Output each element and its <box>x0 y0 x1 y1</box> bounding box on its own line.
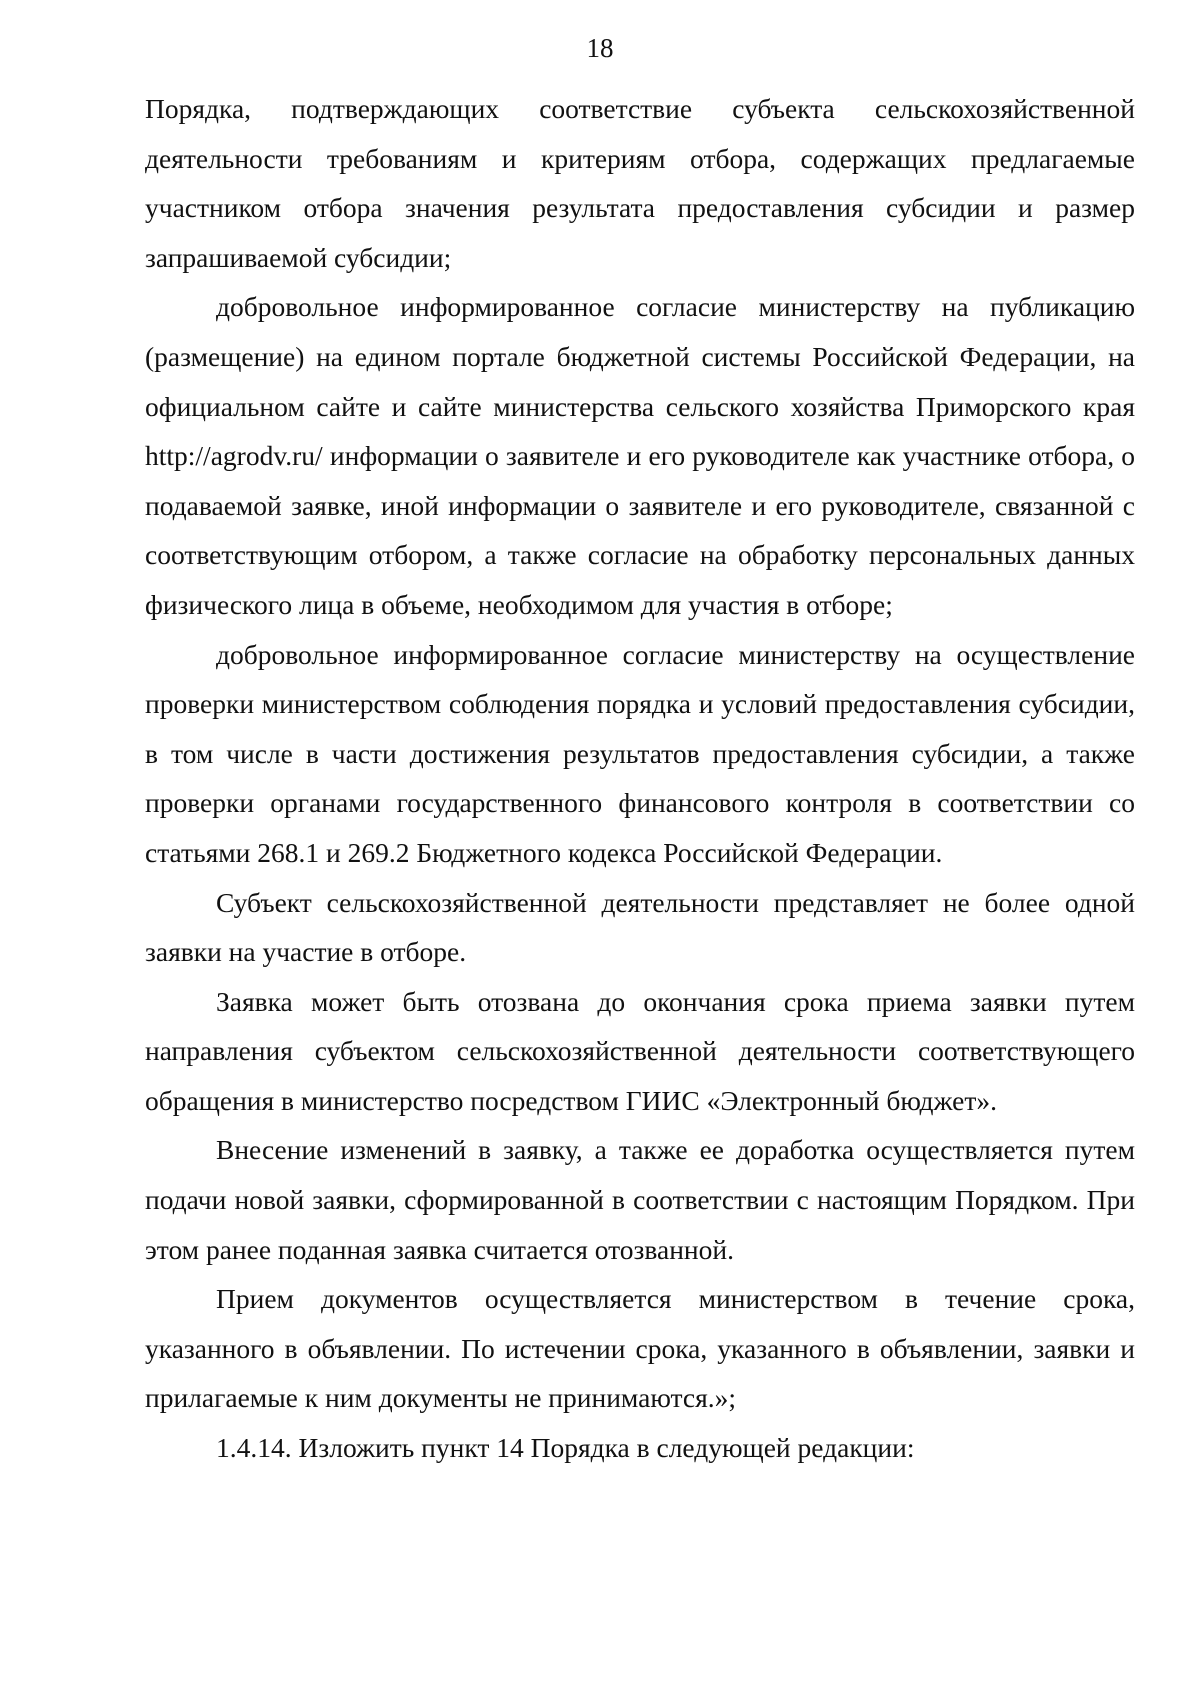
paragraph-document-acceptance: Прием документов осуществляется министерством в течение срока, указанного в объявлении. По истечении срока, указанного в объявлении, заявки и прилагаемые к ним документы не принимаются.»; <box>145 1283 1135 1414</box>
paragraph-amendments: Внесение изменений в заявку, а также ее доработка осуществляется путем подачи новой заявки, сформированной в соответствии с настоящим Порядком. При этом ранее поданная заявка считается отозванной. <box>145 1134 1135 1265</box>
paragraph-inspection-consent: добровольное информированное согласие министерству на осуществление проверки министерством соблюдения порядка и условий предоставления субсидии, в том числе в части достижения результатов предоставления субсидии, а также проверки органами государственного финансового контроля в соответствии со статьями 268.1 и 269.2 Бюджетного кодекса Российской Федерации. <box>145 638 1135 868</box>
paragraph-withdrawal: Заявка может быть отозвана до окончания срока приема заявки путем направления субъектом сельскохозяйственной деятельности соответствующего обращения в министерство посредством ГИИС «Электронный бюджет». <box>145 985 1135 1116</box>
paragraph-single-application: Субъект сельскохозяйственной деятельности представляет не более одной заявки на участие в отборе. <box>145 886 1135 968</box>
paragraph-clause-1-4-14: 1.4.14. Изложить пункт 14 Порядка в следующей редакции: <box>216 1432 915 1464</box>
document-body <box>145 84 1135 1473</box>
paragraph-publication-consent: добровольное информированное согласие министерству на публикацию (размещение) на едином портале бюджетной системы Российской Федерации, на официальном сайте и сайте министерства сельского хозяйства Приморского края http://agrodv.ru/ информации о заявителе и его руководителе как участнике отбора, о подаваемой заявке, иной информации о заявителе и его руководителе, связанной с соответствующим отбором, а также согласие на обработку персональных данных физического лица в объеме, необходимом для участия в отборе; <box>145 291 1135 620</box>
page-number: 18 <box>586 33 614 63</box>
paragraph-continuation: Порядка, подтверждающих соответствие субъекта сельскохозяйственной деятельности требованиям и критериям отбора, содержащих предлагаемые участником отбора значения результата предоставления субсидии и размер запрашиваемой субсидии; <box>145 93 1135 273</box>
